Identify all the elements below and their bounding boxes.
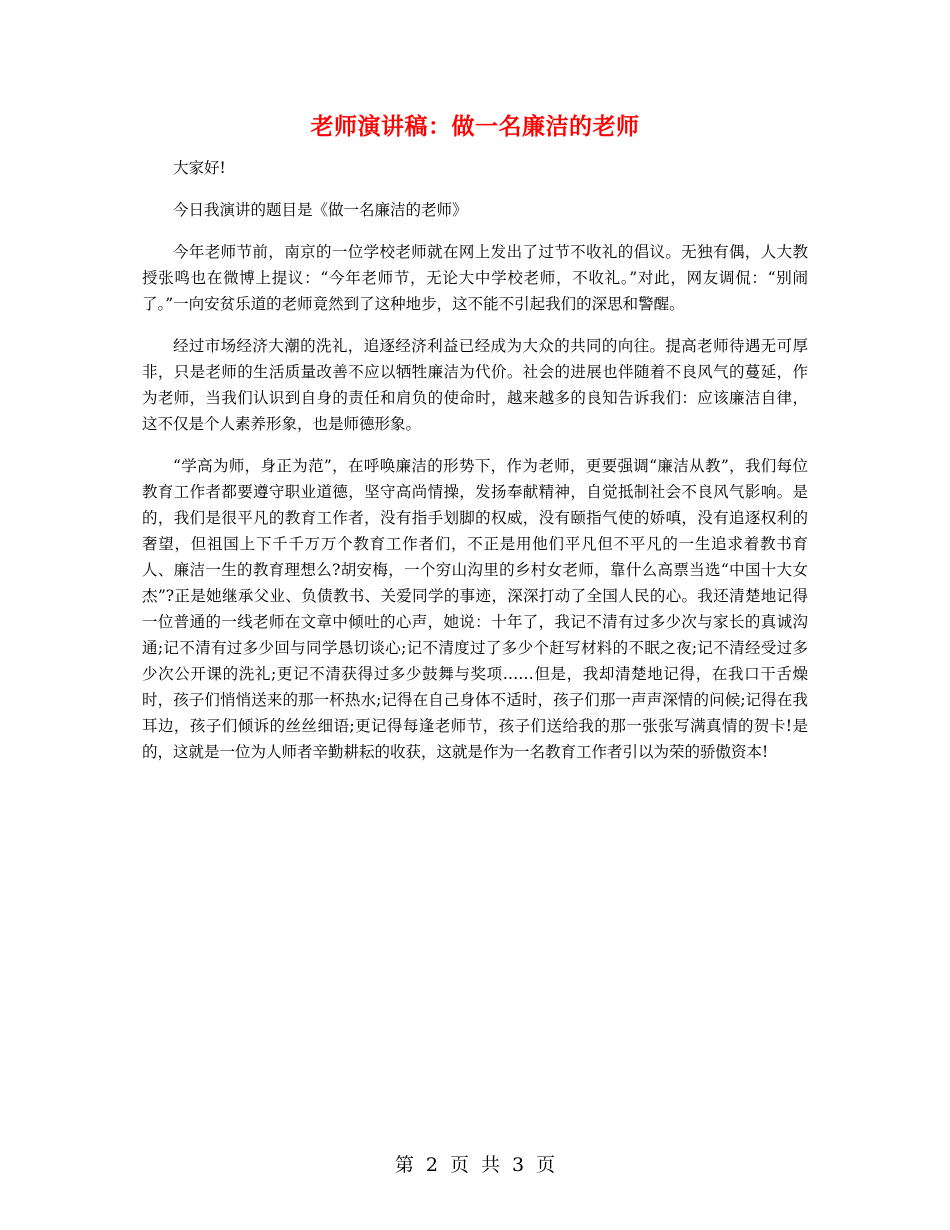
document-title: 老师演讲稿：做一名廉洁的老师 [310,114,640,140]
paragraph-topic: 今日我演讲的题目是《做一名廉洁的老师》 [173,201,468,219]
paragraph-greeting: 大家好! [173,159,226,177]
paragraph-1: 今年老师节前，南京的一位学校老师就在网上发出了过节不收礼的倡议。无独有偶，人大教授张鸣也在微博上提议：“今年老师节，无论大中学校老师，不收礼。”对此，网友调侃：“别闹了。”一向安贫乐道的老师竟然到了这种地步，这不能不引起我们的深思和警醒。 [142,243,808,313]
document-body [142,155,808,781]
paragraph-3: “学高为师，身正为范”，在呼唤廉洁的形势下，作为老师，更要强调“廉洁从教”，我们每位教育工作者都要遵守职业道德，坚守高尚情操，发扬奉献精神，自觉抵制社会不良风气影响。是的，我们是很平凡的教育工作者，没有指手划脚的权威，没有颐指气使的娇嗔，没有追逐权利的奢望，但祖国上下千千万万个教育工作者们，不正是用他们平凡但不平凡的一生追求着教书育人、廉洁一生的教育理想么?胡安梅，一个穷山沟里的乡村女老师，靠什么高票当选“中国十大女杰”?正是她继承父业、负债教书、关爱同学的事迹，深深打动了全国人民的心。我还清楚地记得一位普通的一线老师在文章中倾吐的心声，她说：十年了，我记不清有过多少次与家长的真诚沟通;记不清有过多少回与同学恳切谈心;记不清度过了多少个赶写材料的不眠之夜;记不清经受过多少次公开课的洗礼;更记不清获得过多少鼓舞与奖项……但是，我却清楚地记得，在我口干舌燥时，孩子们悄悄送来的那一杯热水;记得在自己身体不适时，孩子们那一声声深情的问候;记得在我耳边，孩子们倾诉的丝丝细语;更记得每逢老师节，孩子们送给我的那一张张写满真情的贺卡!是的，这就是一位为人师者辛勤耕耘的收获，这就是作为一名教育工作者引以为荣的骄傲资本! [142,457,808,761]
page-number-footer: 第 2 页 共 3 页 [394,1154,556,1176]
paragraph-2: 经过市场经济大潮的洗礼，追逐经济利益已经成为大众的共同的向往。提高老师待遇无可厚非，只是老师的生活质量改善不应以牺牲廉洁为代价。社会的进展也伴随着不良风气的蔓延，作为老师，当我们认识到自身的责任和肩负的使命时，越来越多的良知告诉我们：应该廉洁自律，这不仅是个人素养形象，也是师德形象。 [142,337,808,433]
